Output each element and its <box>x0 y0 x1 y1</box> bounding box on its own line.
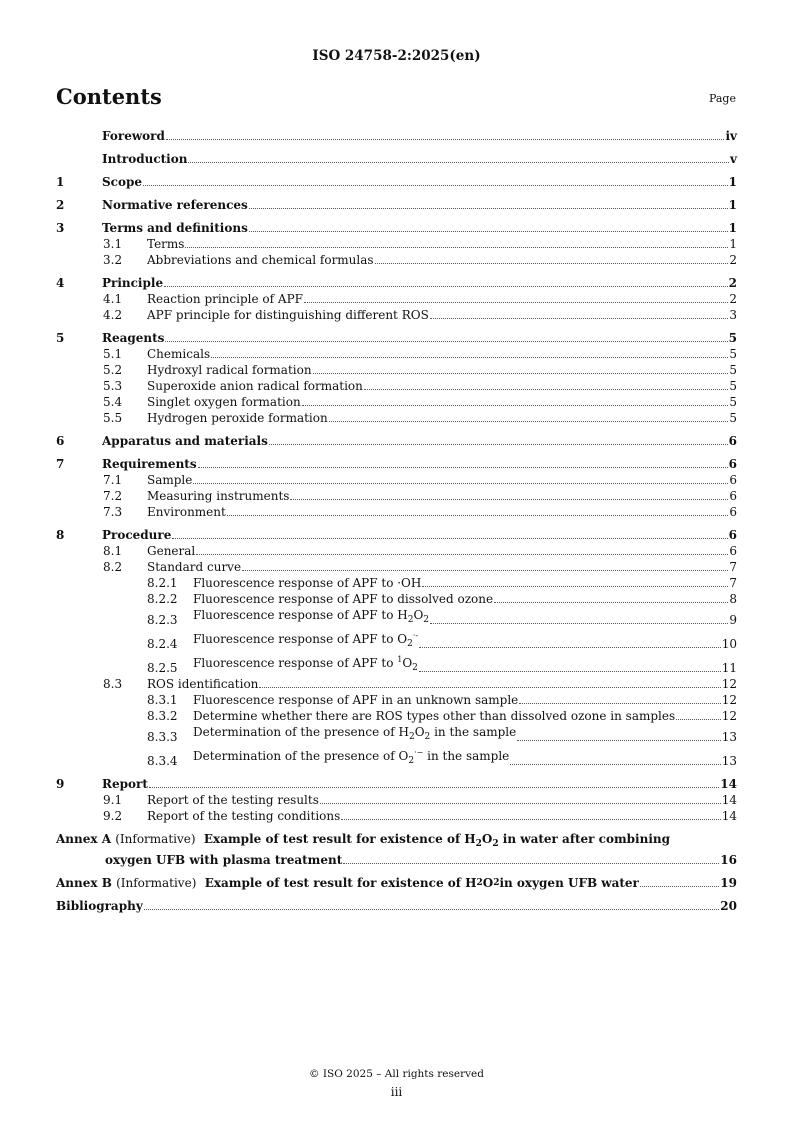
toc-entry-page: 6 <box>728 434 737 448</box>
toc-spacer <box>56 144 737 151</box>
dot-leader <box>172 538 727 539</box>
toc-entry[interactable] <box>56 151 737 167</box>
toc-entry[interactable] <box>56 128 737 144</box>
toc-entry-page: 5 <box>729 379 737 393</box>
toc-entry-page: 9 <box>729 613 737 627</box>
toc-entry[interactable] <box>56 488 737 504</box>
toc-entry-page: 1 <box>729 237 737 251</box>
toc-entry-title-text: Fluorescence response of APF to H <box>193 608 408 622</box>
annex-b-title-rest: in oxygen UFB water <box>499 876 639 890</box>
dot-leader <box>375 263 729 264</box>
toc-entry-title-text: Determine whether there are ROS types other than dissolved ozone in samples <box>193 709 676 723</box>
toc-entry[interactable] <box>56 676 737 692</box>
annex-a-title-line2: oxygen UFB with plasma treatment <box>105 853 343 867</box>
dot-leader <box>249 231 728 232</box>
dot-leader <box>676 719 721 720</box>
toc-entry-title <box>147 488 289 504</box>
toc-entry-title-text: Fluorescence response of APF to O <box>193 632 408 646</box>
subscript: 2 <box>412 663 418 673</box>
toc-entry-page: 14 <box>720 777 737 791</box>
toc-entry[interactable] <box>56 792 737 808</box>
toc-entry-title <box>102 456 197 472</box>
dot-leader <box>313 373 729 374</box>
toc-entry-page: 11 <box>721 661 737 675</box>
superscript: ·- <box>412 631 419 640</box>
toc-entry-title <box>147 252 374 268</box>
toc-entry-title-text: Terms <box>147 237 185 251</box>
toc-entry-title-text: Chemicals <box>147 347 211 361</box>
document-header: ISO 24758-2:2025(en) <box>312 48 481 64</box>
dot-leader <box>269 444 728 445</box>
toc-entry-title <box>147 410 328 426</box>
toc-entry-page: 2 <box>729 253 737 267</box>
toc-entry-page: 6 <box>729 473 737 487</box>
subscript: 2 <box>407 615 414 625</box>
toc-entry-title-text: Normative references <box>102 198 248 212</box>
toc-entry-title <box>102 330 164 346</box>
toc-entry-number: 8.2.2 <box>147 592 178 606</box>
toc-entry-number: 4.2 <box>103 308 123 322</box>
annex-a-title-rest: in water after combining <box>498 832 671 846</box>
toc-entry-title-text: Report <box>102 777 148 791</box>
formula-text: O <box>414 725 425 739</box>
annex-a-page: 16 <box>720 853 737 867</box>
toc-entry-page: 6 <box>728 528 737 542</box>
formula-text: O <box>482 876 494 890</box>
dot-leader <box>188 162 729 163</box>
dot-leader <box>329 421 729 422</box>
toc-entry[interactable] <box>56 607 737 628</box>
dot-leader <box>227 515 729 516</box>
annex-a-entry-line2 <box>56 852 737 868</box>
page-title: Contents <box>56 84 162 109</box>
toc-entry-number: 8.3.4 <box>147 754 178 768</box>
toc-entry[interactable] <box>56 652 737 676</box>
dot-leader <box>259 687 720 688</box>
toc-spacer <box>56 520 737 527</box>
subscript: 2 <box>408 756 415 766</box>
annex-b-entry[interactable] <box>56 875 737 891</box>
toc-entry-number: 6 <box>56 434 65 448</box>
toc-entry-number: 8.3.1 <box>147 693 178 707</box>
toc-spacer <box>56 167 737 174</box>
dot-leader <box>640 886 719 887</box>
toc-entry-title <box>193 708 675 724</box>
toc-entry-number: 9.1 <box>103 793 123 807</box>
toc-entry[interactable] <box>56 197 737 213</box>
dot-leader <box>165 341 727 342</box>
subscript: 2 <box>424 732 431 742</box>
bibliography-page: 20 <box>720 899 737 913</box>
annex-b-kind: (Informative) <box>116 876 197 890</box>
dot-leader <box>242 570 728 571</box>
subscript: 2 <box>475 839 482 849</box>
annex-b-label: Annex B <box>56 876 112 890</box>
toc-spacer <box>56 449 737 456</box>
toc-entry-title <box>147 543 195 559</box>
toc-entry[interactable] <box>56 745 737 769</box>
toc-entry-page: 2 <box>728 276 737 290</box>
toc-entry-number: 7.1 <box>103 473 123 487</box>
toc-entry-number: 5.2 <box>103 363 123 377</box>
toc-entry-title-text: Reagents <box>102 331 165 345</box>
dot-leader <box>290 499 728 500</box>
dot-leader <box>149 787 719 788</box>
dot-leader <box>422 586 728 587</box>
toc-spacer <box>56 891 737 898</box>
dot-leader <box>343 863 719 864</box>
toc-spacer <box>56 213 737 220</box>
subscript: 2 <box>408 732 415 742</box>
toc-entry-title <box>102 220 248 236</box>
toc-entry-page: 5 <box>728 331 737 345</box>
toc-entry-number: 5.3 <box>103 379 123 393</box>
dot-leader <box>494 602 728 603</box>
bibliography-entry[interactable] <box>56 898 737 914</box>
toc-entry-page: 1 <box>728 198 737 212</box>
toc-entry[interactable] <box>56 307 737 323</box>
toc-entry-number: 8.3.3 <box>147 730 178 744</box>
dot-leader <box>419 671 721 672</box>
toc-entry-title <box>102 776 148 792</box>
toc-entry-title-text: Fluorescence response of APF in an unknown sample <box>193 693 519 707</box>
toc-entry-title-text: Abbreviations and chemical formulas <box>147 253 374 267</box>
toc-entry[interactable] <box>56 174 737 190</box>
toc-entry-number: 3.2 <box>103 253 123 267</box>
toc-entry[interactable] <box>56 472 737 488</box>
toc-entry-title-text: Scope <box>102 175 143 189</box>
dot-leader <box>185 247 728 248</box>
toc-entry-title <box>102 128 165 144</box>
toc-entry-title-text: Procedure <box>102 528 172 542</box>
toc-entry-page: 13 <box>721 754 737 768</box>
toc-entry[interactable] <box>56 628 737 652</box>
dot-leader <box>302 405 729 406</box>
toc-entry-page: 5 <box>729 347 737 361</box>
toc-entry-title <box>193 724 516 745</box>
toc-entry[interactable] <box>56 220 737 236</box>
toc-entry-title-text: Report of the testing conditions <box>147 809 341 823</box>
annex-a-label: Annex A <box>56 832 112 846</box>
toc-entry-title <box>147 676 258 692</box>
dot-leader <box>193 483 728 484</box>
toc-entry-title-text: Foreword <box>102 129 165 143</box>
toc-entry-number: 1 <box>56 175 65 189</box>
subscript: 2 <box>476 878 483 888</box>
toc-entry-title-text: Determination of the presence of O <box>193 749 409 763</box>
formula-text: O <box>481 832 493 846</box>
toc-entry-number: 8.2.3 <box>147 613 178 627</box>
toc-entry-number: 5.1 <box>103 347 123 361</box>
toc-entry-number: 7.3 <box>103 505 123 519</box>
dot-leader <box>517 740 720 741</box>
toc-entry-title-text: Standard curve <box>147 560 242 574</box>
subscript: 2 <box>493 878 500 888</box>
toc-entry-number: 8.2 <box>103 560 123 574</box>
toc-entry-title-text: General <box>147 544 196 558</box>
toc-entry-title <box>147 346 210 362</box>
toc-entry-title <box>147 808 340 824</box>
toc-entry-title-text: Report of the testing results <box>147 793 319 807</box>
toc-entry-title-text: Sample <box>147 473 193 487</box>
toc-entry-title-text: Terms and definitions <box>102 221 248 235</box>
toc-entry[interactable] <box>56 456 737 472</box>
toc-entry-page: v <box>730 152 737 166</box>
toc-entry-title <box>147 504 226 520</box>
dot-leader <box>430 623 728 624</box>
toc-entry-number: 4 <box>56 276 65 290</box>
toc-spacer <box>56 190 737 197</box>
toc-entry-number: 8.2.5 <box>147 661 178 675</box>
toc-entry-title-text: Principle <box>102 276 164 290</box>
toc-entry-page: 1 <box>728 221 737 235</box>
superscript: 1 <box>397 655 403 664</box>
toc-entry-title <box>147 559 241 575</box>
toc-entry-page: 5 <box>729 411 737 425</box>
toc-entry-title <box>102 527 171 543</box>
toc-entry[interactable] <box>56 236 737 252</box>
toc-entry[interactable] <box>56 346 737 362</box>
toc-entry[interactable] <box>56 591 737 607</box>
toc-entry-title-suffix: in the sample <box>430 725 517 739</box>
dot-leader <box>164 286 728 287</box>
toc-entry-title <box>102 433 268 449</box>
toc-spacer <box>56 868 737 875</box>
toc-entry-number: 3.1 <box>103 237 123 251</box>
dot-leader <box>320 803 721 804</box>
annex-a-kind: (Informative) <box>115 832 196 846</box>
toc-entry-page: 10 <box>721 637 737 651</box>
toc-entry-title <box>193 607 429 628</box>
toc-entry[interactable] <box>56 543 737 559</box>
toc-entry-title <box>147 362 312 378</box>
annex-b-page: 19 <box>720 876 737 890</box>
toc-entry-title <box>193 692 518 708</box>
toc-entry-title-text: Determination of the presence of H <box>193 725 409 739</box>
toc-spacer <box>56 769 737 776</box>
toc-entry-title-text: Fluorescence response of APF to <box>193 656 398 670</box>
dot-leader <box>430 318 729 319</box>
formula-text: O <box>413 608 424 622</box>
annex-a-entry[interactable] <box>56 831 737 852</box>
toc-entry-page: 2 <box>729 292 737 306</box>
toc-entry-number: 3 <box>56 221 65 235</box>
toc-entry-number: 8 <box>56 528 65 542</box>
toc-entry[interactable] <box>56 692 737 708</box>
toc-entry[interactable] <box>56 362 737 378</box>
toc-entry-page: 12 <box>721 693 737 707</box>
dot-leader <box>419 647 721 648</box>
toc-entry-number: 5.4 <box>103 395 123 409</box>
toc-entry[interactable] <box>56 330 737 346</box>
toc-entry[interactable] <box>56 575 737 591</box>
toc-entry-page: 3 <box>729 308 737 322</box>
toc-entry-title-text: Fluorescence response of APF to ·OH <box>193 576 422 590</box>
toc-spacer <box>56 824 737 831</box>
toc-entry-number: 8.1 <box>103 544 123 558</box>
dot-leader <box>166 139 725 140</box>
toc-entry-title <box>102 197 248 213</box>
toc-entry-number: 8.3.2 <box>147 709 178 723</box>
toc-entry-title-text: Singlet oxygen formation <box>147 395 301 409</box>
toc-entry[interactable] <box>56 433 737 449</box>
toc-entry-title <box>147 792 319 808</box>
toc-entry[interactable] <box>56 291 737 307</box>
toc-entry-page: 7 <box>729 560 737 574</box>
toc-entry[interactable] <box>56 708 737 724</box>
toc-entry-title <box>193 591 493 607</box>
toc-entry-title <box>102 174 142 190</box>
toc-entry-page: 8 <box>729 592 737 606</box>
toc-spacer <box>56 426 737 433</box>
page-column-label: Page <box>708 92 736 105</box>
toc-entry-title-text: Superoxide anion radical formation <box>147 379 363 393</box>
toc-entry-title-text: Hydroxyl radical formation <box>147 363 312 377</box>
toc-entry[interactable] <box>56 776 737 792</box>
toc-entry-title-text: Introduction <box>102 152 188 166</box>
toc-entry[interactable] <box>56 527 737 543</box>
toc-entry-title-text: Measuring instruments <box>147 489 290 503</box>
annex-b-title: Example of test result for existence of H <box>204 876 477 890</box>
toc-entry-title <box>147 236 184 252</box>
toc-entry-page: iv <box>725 129 737 143</box>
toc-entry-page: 6 <box>728 457 737 471</box>
formula-text: O <box>402 656 413 670</box>
toc-entry-number: 8.3 <box>103 677 123 691</box>
toc-entry[interactable] <box>56 724 737 745</box>
toc-entry-title <box>102 151 187 167</box>
toc-entry-number: 2 <box>56 198 65 212</box>
annex-a-title: Example of test result for existence of H <box>203 832 476 846</box>
toc-entry-title-text: ROS identification <box>147 677 259 691</box>
toc-entry-number: 7.2 <box>103 489 123 503</box>
dot-leader <box>364 389 728 390</box>
table-of-contents <box>56 128 737 914</box>
dot-leader <box>196 554 728 555</box>
toc-entry-number: 7 <box>56 457 65 471</box>
toc-entry-page: 12 <box>721 709 737 723</box>
toc-entry[interactable] <box>56 252 737 268</box>
copyright-notice: © ISO 2025 – All rights reserved <box>309 1068 484 1080</box>
page-number: iii <box>390 1085 403 1099</box>
subscript: 2 <box>407 639 413 649</box>
toc-entry-title-text: APF principle for distinguishing different ROS <box>147 308 429 322</box>
toc-entry-title <box>147 394 301 410</box>
toc-entry-page: 6 <box>729 505 737 519</box>
dot-leader <box>510 764 720 765</box>
toc-entry-page: 7 <box>729 576 737 590</box>
toc-entry-page: 14 <box>721 793 737 807</box>
toc-entry-title-suffix: in the sample <box>423 749 510 763</box>
toc-entry[interactable] <box>56 808 737 824</box>
toc-entry[interactable] <box>56 275 737 291</box>
superscript: ·− <box>414 748 424 757</box>
toc-entry-title <box>147 378 363 394</box>
toc-entry-title-text: Fluorescence response of APF to dissolved ozone <box>193 592 494 606</box>
dot-leader <box>249 208 728 209</box>
dot-leader <box>211 357 728 358</box>
toc-entry-title <box>193 628 418 652</box>
toc-entry-title-text: Apparatus and materials <box>102 434 268 448</box>
toc-entry-title <box>193 652 418 676</box>
toc-entry-page: 13 <box>721 730 737 744</box>
toc-entry-number: 5.5 <box>103 411 123 425</box>
toc-entry-title <box>147 291 303 307</box>
dot-leader <box>198 467 728 468</box>
toc-entry-page: 12 <box>721 677 737 691</box>
toc-entry-title <box>193 745 509 769</box>
dot-leader <box>519 703 720 704</box>
toc-entry-title-text: Environment <box>147 505 226 519</box>
toc-entry-title-text: Requirements <box>102 457 197 471</box>
toc-entry-title <box>193 575 421 591</box>
toc-entry-number: 9 <box>56 777 65 791</box>
toc-entry-title <box>147 307 429 323</box>
subscript: 2 <box>492 839 499 849</box>
toc-entry-title <box>102 275 163 291</box>
subscript: 2 <box>423 615 430 625</box>
dot-leader <box>341 819 720 820</box>
toc-entry[interactable] <box>56 559 737 575</box>
toc-entry-number: 5 <box>56 331 65 345</box>
toc-entry-page: 14 <box>721 809 737 823</box>
toc-entry[interactable] <box>56 394 737 410</box>
toc-entry[interactable] <box>56 378 737 394</box>
toc-entry[interactable] <box>56 504 737 520</box>
toc-entry-number: 8.2.1 <box>147 576 178 590</box>
dot-leader <box>304 302 728 303</box>
toc-entry-page: 1 <box>728 175 737 189</box>
dot-leader <box>144 909 720 910</box>
toc-entry-page: 6 <box>729 544 737 558</box>
toc-spacer <box>56 268 737 275</box>
bibliography-title: Bibliography <box>56 899 143 913</box>
toc-entry-page: 5 <box>729 363 737 377</box>
toc-entry-title-text: Hydrogen peroxide formation <box>147 411 328 425</box>
toc-entry[interactable] <box>56 410 737 426</box>
toc-entry-number: 8.2.4 <box>147 637 178 651</box>
toc-entry-title-text: Reaction principle of APF <box>147 292 303 306</box>
toc-entry-page: 6 <box>729 489 737 503</box>
toc-entry-page: 5 <box>729 395 737 409</box>
dot-leader <box>143 185 728 186</box>
toc-spacer <box>56 323 737 330</box>
toc-entry-number: 4.1 <box>103 292 123 306</box>
toc-entry-number: 9.2 <box>103 809 123 823</box>
toc-entry-title <box>147 472 192 488</box>
